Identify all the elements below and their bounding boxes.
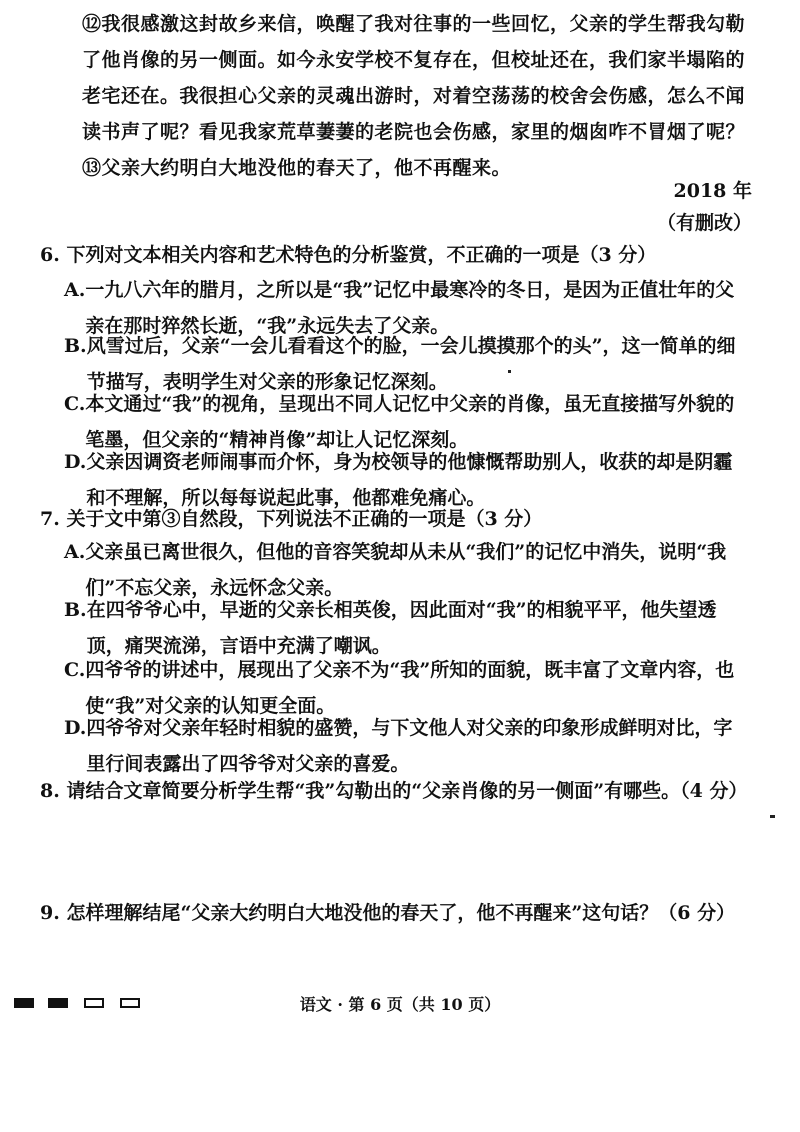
passage-year: 2018 年 xyxy=(673,180,752,202)
option-text: 父亲因调资老师闹事而介怀，身为校领导的他慷慨帮助别人，收获的却是阴霾和不理解，所以每每说起此事，他都难免痛心。 xyxy=(86,451,733,509)
question-9-stem: 9. 怎样理解结尾“父亲大约明白大地没他的春天了，他不再醒来”这句话？（6 分） xyxy=(40,902,736,924)
question-7-stem: 7. 关于文中第③自然段，下列说法不正确的一项是（3 分） xyxy=(40,508,543,530)
paragraph-text: ⑫我很感激这封故乡来信，唤醒了我对往事的一些回忆，父亲的学生帮我勾勒了他肖像的另一侧面。如今永安学校不复存在，但校址还在，我们家半塌陷的老宅还在。我很担心父亲的灵魂出游时，对着空荡荡的校舍会伤感，怎么不闻读书声了呢？看见我家荒草萋萋的老院也会伤感，家里的烟囱咋不冒烟了呢？ xyxy=(82,13,746,143)
passage-paragraph-13 xyxy=(60,150,750,186)
option-letter: C. xyxy=(64,393,86,415)
option-letter: B. xyxy=(64,335,87,357)
question-6-stem: 6. 下列对文本相关内容和艺术特色的分析鉴赏，不正确的一项是（3 分） xyxy=(40,244,657,266)
passage-paragraph-12 xyxy=(60,6,750,150)
question-8-stem: 8. 请结合文章简要分析学生帮“我”勾勒出的“父亲肖像的另一侧面”有哪些。（4 分） xyxy=(40,780,748,802)
page-number-label: 语文 · 第 6 页（共 10 页） xyxy=(299,995,501,1014)
option-letter: A. xyxy=(64,279,86,301)
option-text: 四爷爷对父亲年轻时相貌的盛赞，与下文他人对父亲的印象形成鲜明对比，字里行间表露出了四爷爷对父亲的喜爱。 xyxy=(86,717,733,775)
option-text: 在四爷爷心中，早逝的父亲长相英俊，因此面对“我”的相貌平平，他失望透顶，痛哭流涕，言语中充满了嘲讽。 xyxy=(86,599,717,657)
option-text: 本文通过“我”的视角，呈现出不同人记忆中父亲的肖像，虽无直接描写外貌的笔墨，但父亲的“精神肖像”却让人记忆深刻。 xyxy=(85,393,735,451)
scan-artifact xyxy=(770,815,775,818)
option-text: 风雪过后，父亲“一会儿看看这个的脸，一会儿摸摸那个的头”，这一简单的细节描写，表明学生对父亲的形象记忆深刻。 xyxy=(86,335,736,393)
scan-artifact xyxy=(508,370,511,373)
option-text: 父亲虽已离世很久，但他的音容笑貌却从未从“我们”的记忆中消失，说明“我们”不忘父亲，永远怀念父亲。 xyxy=(85,541,727,599)
option-text: 一九八六年的腊月，之所以是“我”记忆中最寒冷的冬日，是因为正值壮年的父亲在那时猝然长逝，“我”永远失去了父亲。 xyxy=(85,279,735,337)
question-7-option-d xyxy=(64,710,744,782)
paragraph-text: ⑬父亲大约明白大地没他的春天了，他不再醒来。 xyxy=(82,157,512,179)
option-text: 四爷爷的讲述中，展现出了父亲不为“我”所知的面貌，既丰富了文章内容，也使“我”对父亲的认知更全面。 xyxy=(85,659,735,717)
option-letter: D. xyxy=(64,451,87,473)
passage-note: （有删改） xyxy=(656,212,752,234)
option-letter: B. xyxy=(64,599,87,621)
option-letter: C. xyxy=(64,659,86,681)
option-letter: A. xyxy=(64,541,86,563)
option-letter: D. xyxy=(64,717,87,739)
